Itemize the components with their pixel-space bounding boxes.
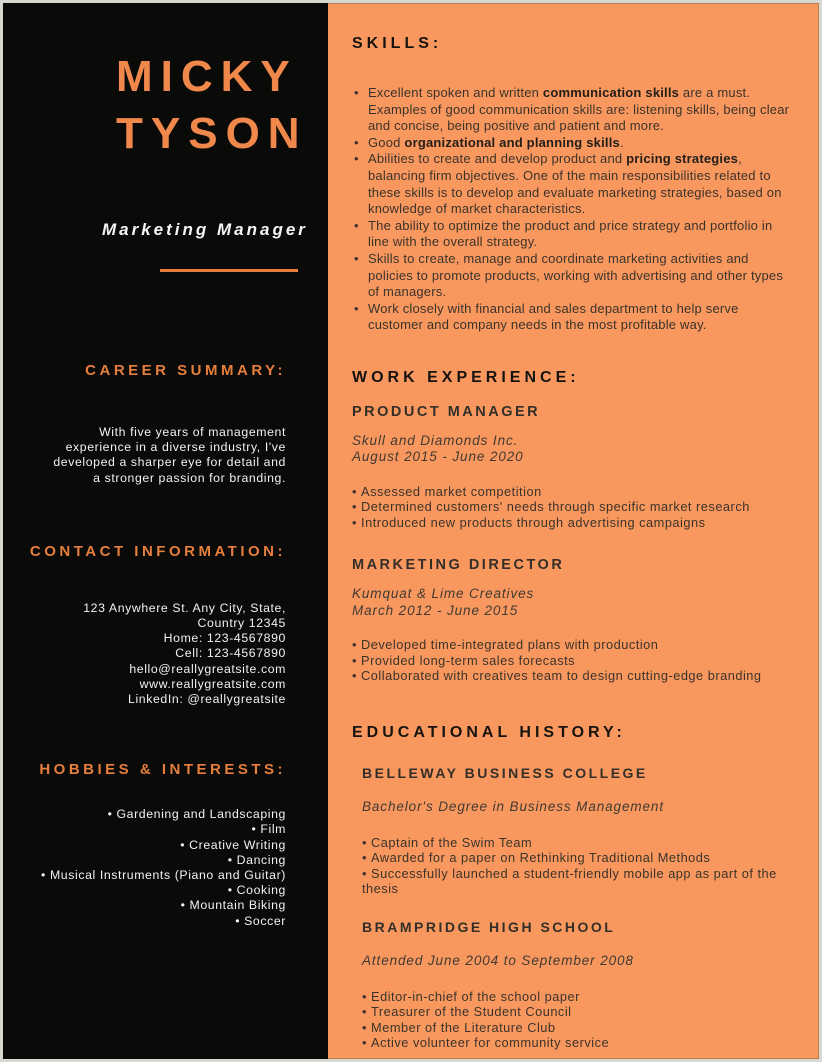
school-bullet-list bbox=[362, 835, 793, 897]
bold-text: communication skills bbox=[542, 85, 680, 100]
main-content bbox=[328, 3, 819, 1059]
text: Skills to create, manage and coordinate marketing activities and policies to promote products, working with advertising and other types of managers. bbox=[368, 250, 784, 300]
attendance-detail: Attended June 2004 to September 2008 bbox=[362, 953, 634, 969]
education-heading: EDUCATIONAL HISTORY: bbox=[352, 724, 626, 742]
job-bullet: • Collaborated with creatives team to design cutting-edge branding bbox=[352, 668, 793, 683]
school-bullet: • Awarded for a paper on Rethinking Traditional Methods bbox=[362, 850, 793, 865]
career-summary-line: developed a sharper eye for detail and bbox=[53, 455, 286, 470]
career-summary-heading: CAREER SUMMARY: bbox=[85, 362, 286, 379]
degree-detail: Bachelor's Degree in Business Management bbox=[362, 799, 664, 815]
name-second-line: TYSON bbox=[116, 109, 308, 158]
skills-item bbox=[352, 135, 793, 152]
person-name bbox=[116, 48, 308, 162]
hobby-item: • Soccer bbox=[3, 914, 286, 929]
skills-list bbox=[352, 85, 793, 334]
title-underline-rule bbox=[160, 269, 298, 272]
job-bullet: • Provided long-term sales forecasts bbox=[352, 653, 793, 668]
work-experience-section bbox=[352, 369, 793, 683]
work-experience-heading: WORK EXPERIENCE: bbox=[352, 368, 580, 386]
career-summary-line: experience in a diverse industry, I've bbox=[65, 440, 286, 455]
skills-item bbox=[352, 85, 793, 135]
employment-dates: August 2015 - June 2020 bbox=[352, 449, 524, 465]
skills-heading: SKILLS: bbox=[352, 35, 443, 52]
career-summary-line: a stronger passion for branding. bbox=[93, 470, 286, 485]
job-bullet: • Determined customers' needs through specific market research bbox=[352, 499, 793, 514]
company-name: Kumquat & Lime Creatives bbox=[352, 586, 535, 602]
job-company-dates bbox=[352, 586, 793, 619]
career-summary-text bbox=[3, 425, 286, 486]
job-bullet: • Introduced new products through advertising campaigns bbox=[352, 515, 793, 530]
sidebar bbox=[3, 3, 328, 1059]
job-entry bbox=[352, 404, 793, 530]
contact-info-list bbox=[3, 601, 286, 707]
school-bullet: • Editor-in-chief of the school paper bbox=[362, 989, 793, 1004]
hobby-item: • Gardening and Landscaping bbox=[3, 807, 286, 822]
school-entry bbox=[362, 919, 793, 1050]
hobbies-list bbox=[3, 807, 286, 929]
job-company-dates bbox=[352, 433, 793, 466]
skills-item bbox=[352, 301, 793, 334]
skills-item bbox=[352, 151, 793, 217]
text: Abilities to create and develop product and bbox=[368, 151, 627, 167]
school-name-college: BELLEWAY BUSINESS COLLEGE bbox=[362, 765, 648, 782]
school-bullet: • Captain of the Swim Team bbox=[362, 835, 793, 850]
text: Excellent spoken and written bbox=[368, 85, 543, 100]
career-summary-line: With five years of management bbox=[99, 425, 286, 439]
hobby-item: • Film bbox=[3, 822, 286, 837]
job-bullet: • Assessed market competition bbox=[352, 484, 793, 499]
school-bullet: • Treasurer of the Student Council bbox=[362, 1004, 793, 1019]
text: . bbox=[619, 134, 624, 150]
contact-line: 123 Anywhere St. Any City, State, bbox=[83, 600, 286, 615]
contact-line: LinkedIn: @reallygreatsite bbox=[128, 692, 286, 707]
contact-line: Cell: 123-4567890 bbox=[175, 646, 286, 661]
school-name-high-school: BRAMPRIDGE HIGH SCHOOL bbox=[362, 919, 616, 936]
school-bullet: • Active volunteer for community service bbox=[362, 1035, 793, 1050]
skills-section bbox=[352, 35, 793, 334]
text: , balancing firm objectives. One of the main responsibilities related to these skills is to develop and evaluate marketing strategies, based on knowledge of market characteristics. bbox=[368, 151, 782, 217]
hobby-item: • Mountain Biking bbox=[3, 898, 286, 913]
name-first-line: MICKY bbox=[116, 52, 298, 101]
hobby-item: • Cooking bbox=[3, 883, 286, 898]
job-bullet-list bbox=[352, 484, 793, 530]
text: The ability to optimize the product and price strategy and portfolio in line with the overall strategy. bbox=[368, 217, 773, 250]
contact-line: www.reallygreatsite.com bbox=[139, 676, 286, 691]
employment-dates: March 2012 - June 2015 bbox=[352, 602, 519, 618]
hobbies-heading: HOBBIES & INTERESTS: bbox=[39, 761, 286, 779]
company-name: Skull and Diamonds Inc. bbox=[352, 432, 519, 448]
job-title: Marketing Manager bbox=[102, 220, 308, 239]
text: Work closely with financial and sales department to help serve customer and company needs in the most profitable way. bbox=[368, 300, 739, 333]
skills-item bbox=[352, 251, 793, 301]
hobby-item: • Dancing bbox=[3, 853, 286, 868]
contact-line: Country 12345 bbox=[197, 616, 286, 631]
contact-line: hello@reallygreatsite.com bbox=[129, 661, 286, 676]
job-entry bbox=[352, 557, 793, 683]
text: Good bbox=[368, 134, 405, 150]
hobby-item: • Musical Instruments (Piano and Guitar) bbox=[3, 868, 286, 883]
job-bullet: • Developed time-integrated plans with production bbox=[352, 637, 793, 652]
job-title-marketing-director: MARKETING DIRECTOR bbox=[352, 557, 565, 574]
job-title-product-manager: PRODUCT MANAGER bbox=[352, 403, 541, 420]
bold-text: pricing strategies bbox=[626, 151, 739, 167]
school-bullet: • Member of the Literature Club bbox=[362, 1020, 793, 1035]
contact-information-heading: CONTACT INFORMATION: bbox=[29, 542, 286, 560]
school-entry bbox=[362, 765, 793, 896]
bold-text: organizational and planning skills bbox=[404, 134, 620, 150]
school-bullet: • Successfully launched a student-friendly mobile app as part of the thesis bbox=[362, 866, 793, 897]
contact-line: Home: 123-4567890 bbox=[163, 631, 286, 646]
hobby-item: • Creative Writing bbox=[3, 838, 286, 853]
skills-item bbox=[352, 218, 793, 251]
text: are a must. Examples of good communication skills are: listening skills, being clear and concise, being positive and patient and more. bbox=[368, 85, 790, 134]
job-bullet-list bbox=[352, 637, 793, 683]
education-section bbox=[352, 724, 793, 1050]
school-bullet-list bbox=[362, 989, 793, 1051]
